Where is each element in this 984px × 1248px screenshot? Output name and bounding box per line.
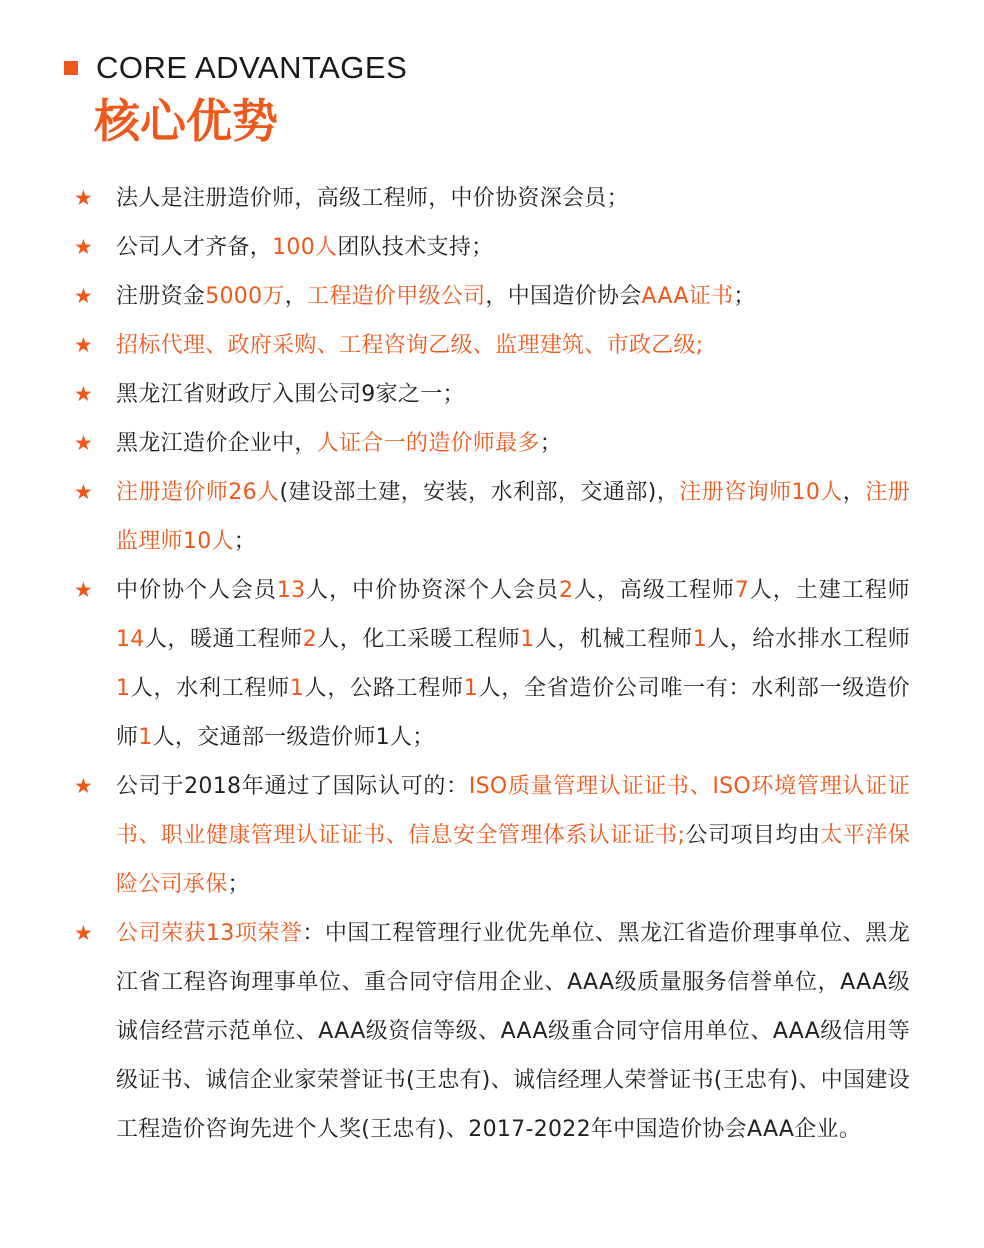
highlight-text: ISO质量管理认证证书、ISO环境管理认证证书、职业健康管理认证证书、信息安全管理体系认证证书; [116, 774, 910, 848]
body-text: ， [842, 480, 866, 505]
body-text: 人，给水排水工程师 [707, 627, 911, 652]
star-icon: ★ [74, 480, 93, 504]
body-text: 人，水利工程师 [130, 676, 290, 701]
advantage-item [74, 223, 910, 272]
body-text: 人，土建工程师 [749, 578, 910, 603]
advantage-item [74, 272, 910, 321]
body-text: 人，中价协资深个人会员 [305, 578, 559, 603]
highlight-text: 人证合一的造价师最多 [316, 431, 540, 456]
advantage-item [74, 370, 910, 419]
body-text: 公司人才齐备， [116, 235, 273, 260]
star-icon: ★ [74, 284, 93, 308]
highlight-text: 1 [116, 676, 131, 701]
body-text: ； [539, 431, 563, 456]
body-text: 法人是注册造价师，高级工程师，中价协资深会员； [116, 186, 629, 211]
advantage-item [74, 762, 910, 909]
body-text: ，中国造价协会 [485, 284, 642, 309]
highlight-text: 13 [276, 578, 306, 603]
advantage-item [74, 174, 910, 223]
body-text: 人，交通部一级造价师1人； [152, 725, 435, 750]
star-icon: ★ [74, 186, 93, 210]
advantage-text [116, 419, 910, 468]
body-text: 黑龙江造价企业中， [116, 431, 317, 456]
body-text: 人，公路工程师 [304, 676, 464, 701]
advantage-text [116, 321, 910, 370]
advantage-text [116, 468, 910, 566]
highlight-text: 1 [289, 676, 305, 701]
highlight-text: 太平洋保险公司承保 [116, 823, 911, 897]
body-text: ：中国工程管理行业优先单位、黑龙江省造价理事单位、黑龙江省工程咨询理事单位、重合同守信用企业、AAA级质量服务信誉单位，AAA级诚信经营示范单位、AAA级资信等级、AAA级重合同守信用单位、AAA级信用等级证书、诚信企业家荣誉证书(王忠有)、诚信经理人荣誉证书(王忠有)、中国建设工程造价咨询先进个人奖(王忠有)、2017-2022年中国造价协会AAA企业。 [116, 921, 910, 1142]
body-text: 人，高级工程师 [573, 578, 735, 603]
body-text: 注册资金 [116, 284, 206, 309]
advantage-item [74, 468, 910, 566]
body-text: 团队技术支持； [337, 235, 494, 260]
english-title: CORE ADVANTAGES [96, 50, 408, 85]
body-text: 公司于2018年通过了国际认可的： [116, 774, 469, 799]
advantage-text [116, 566, 910, 762]
body-text: ； [227, 872, 250, 897]
highlight-text: 招标代理、政府采购、工程咨询乙级、监理建筑、市政乙级; [116, 333, 704, 358]
advantage-item [74, 321, 910, 370]
highlight-text: 5000万 [205, 284, 285, 309]
highlight-text: 注册造价师26人 [116, 480, 280, 505]
orange-square-icon [64, 61, 78, 75]
english-title-row [64, 48, 407, 88]
advantages-list [74, 174, 910, 1154]
highlight-text: 注册监理师10人 [116, 480, 910, 554]
body-text: 人，全省造价公司唯一有：水利部一级造价师 [116, 676, 910, 750]
body-text: 公司项目均由 [685, 823, 821, 848]
advantage-text [116, 272, 910, 321]
body-text: ， [284, 284, 308, 309]
highlight-text: 公司荣获13项荣誉 [116, 921, 303, 946]
highlight-text: 1 [520, 627, 535, 652]
star-icon: ★ [74, 774, 93, 798]
highlight-text: 1 [463, 676, 479, 701]
body-text: 人，化工采暖工程师 [317, 627, 521, 652]
star-icon: ★ [74, 382, 93, 406]
advantage-text [116, 762, 910, 909]
body-text: (建设部土建，安装，水利部，交通部)， [279, 480, 680, 505]
body-text: 黑龙江省财政厅入围公司9家之一； [116, 382, 465, 407]
highlight-text: 工程造价甲级公司 [307, 284, 486, 309]
body-text: 人，机械工程师 [534, 627, 693, 652]
body-text: 人，暖通工程师 [144, 627, 303, 652]
star-icon: ★ [74, 578, 93, 602]
body-text: ； [733, 284, 756, 309]
advantage-text [116, 909, 910, 1154]
star-icon: ★ [74, 333, 93, 357]
highlight-text: AAA证书 [641, 284, 734, 309]
highlight-text: 14 [116, 627, 145, 652]
chinese-title: 核心优势 [94, 94, 278, 148]
highlight-text: 7 [734, 578, 750, 603]
highlight-text: 100人 [272, 235, 338, 260]
body-text: ； [233, 529, 257, 554]
advantage-item [74, 909, 910, 1154]
advantage-text [116, 174, 910, 223]
advantage-text [116, 370, 910, 419]
advantage-text [116, 223, 910, 272]
star-icon: ★ [74, 235, 93, 259]
section-header [64, 48, 407, 150]
highlight-text: 1 [692, 627, 708, 652]
body-text: 中价协个人会员 [116, 578, 277, 603]
advantage-item [74, 419, 910, 468]
advantage-item [74, 566, 910, 762]
highlight-text: 2 [558, 578, 574, 603]
star-icon: ★ [74, 431, 93, 455]
highlight-text: 注册咨询师10人 [679, 480, 843, 505]
star-icon: ★ [74, 921, 93, 945]
highlight-text: 2 [302, 627, 318, 652]
highlight-text: 1 [138, 725, 153, 750]
